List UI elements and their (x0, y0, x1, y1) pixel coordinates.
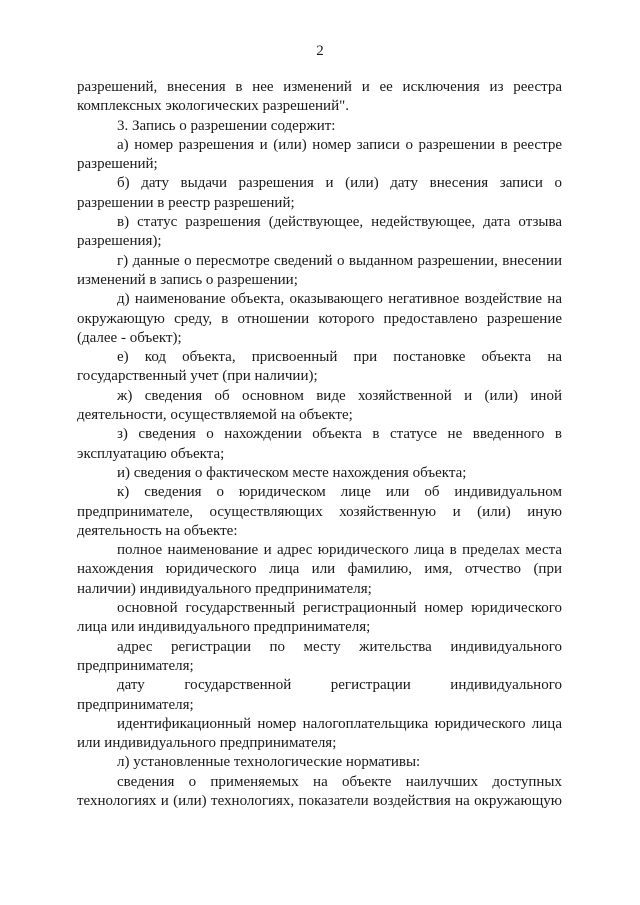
paragraph-subitem-registration-date: дату государственной регистрации индивидуального предпринимателя; (77, 677, 562, 713)
paragraph-subitem-ogrn: основной государственный регистрационный номер юридического лица или индивидуального предпринимателя; (77, 600, 562, 636)
paragraph-item-g: г) данные о пересмотре сведений о выданном разрешении, внесении изменений в запись о разрешении; (77, 252, 562, 288)
paragraph-continuation: разрешений, внесения в нее изменений и ее исключения из реестра комплексных экологических разрешений". (77, 79, 562, 115)
paragraph-subitem-technologies: сведения о применяемых на объекте наилучших доступных технологиях и (или) технологиях, показатели воздействия на окружающую (77, 773, 562, 809)
paragraph-item-l: л) установленные технологические нормативы: (117, 754, 421, 771)
paragraph-subitem-inn: идентификационный номер налогоплательщика юридического лица или индивидуального предпринимателя; (77, 715, 562, 752)
paragraph-item-k: к) сведения о юридическом лице или об индивидуальном предпринимателе, осуществляющих хозяйственную и (или) иную деятельность на объекте: (77, 484, 562, 539)
paragraph-item-b: б) дату выдачи разрешения и (или) дату внесения записи о разрешении в реестр разрешений; (77, 175, 562, 211)
paragraph-item-zh: ж) сведения об основном виде хозяйственной и (или) иной деятельности, осуществляемой на объекте; (77, 387, 562, 424)
paragraph-item-e: е) код объекта, присвоенный при постановке объекта на государственный учет (при наличии); (77, 349, 562, 385)
document-body (77, 78, 562, 811)
paragraph-subitem-name-address: полное наименование и адрес юридического лица в пределах места нахождения юридического лица или фамилию, имя, отчество (при наличии) индивидуального предпринимателя; (77, 542, 562, 597)
paragraph-item-a: а) номер разрешения и (или) номер записи о разрешении в реестре разрешений; (77, 136, 562, 173)
page-number: 2 (316, 43, 324, 59)
paragraph-item-3-heading: 3. Запись о разрешении содержит: (117, 117, 336, 134)
paragraph-item-i: и) сведения о фактическом месте нахождения объекта; (117, 464, 467, 481)
paragraph-subitem-residence-address: адрес регистрации по месту жительства индивидуального предпринимателя; (77, 638, 562, 674)
paragraph-item-z: з) сведения о нахождении объекта в статусе не введенного в эксплуатацию объекта; (77, 426, 562, 462)
paragraph-item-d: д) наименование объекта, оказывающего негативное воздействие на окружающую среду, в отношении которого предоставлено разрешение (далее - объект); (77, 291, 562, 346)
paragraph-item-v: в) статус разрешения (действующее, недействующее, дата отзыва разрешения); (77, 214, 562, 250)
